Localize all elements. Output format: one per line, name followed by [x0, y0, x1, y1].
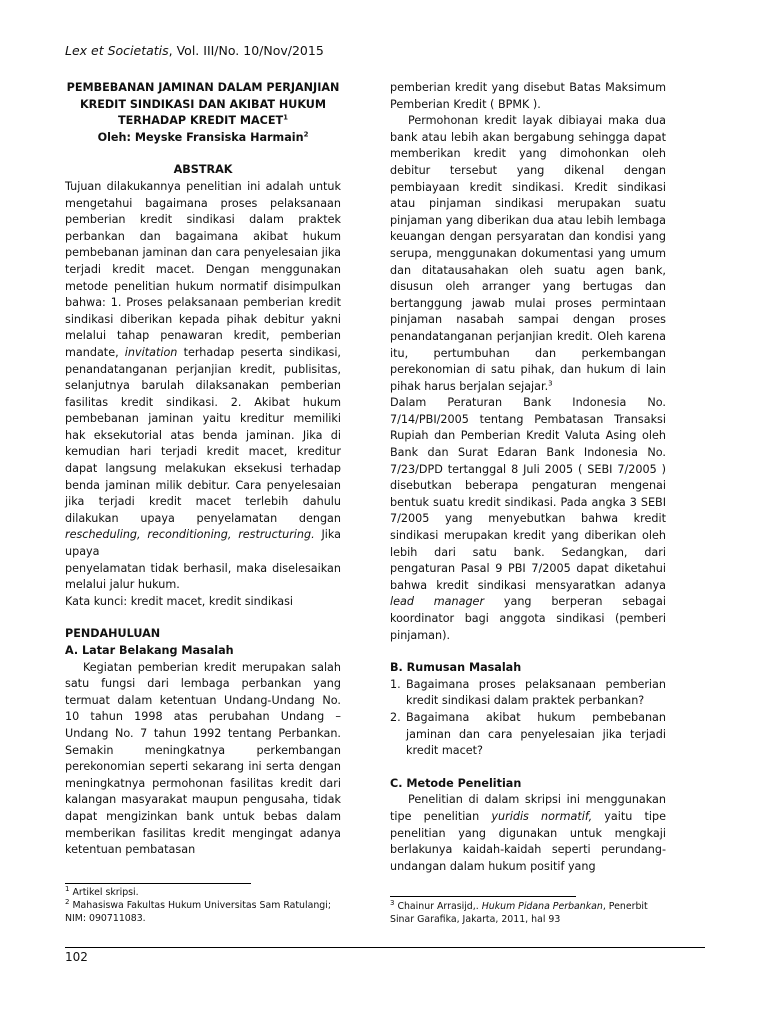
section-heading-pendahuluan: PENDAHULUAN	[65, 627, 161, 641]
author-footnote-ref: 2	[303, 130, 309, 139]
subsection-heading-latar-belakang: A. Latar Belakang Masalah	[65, 644, 234, 657]
abstract-paragraph: Tujuan dilakukannya penelitian ini adalah untuk mengetahui bagaimana proses pelaksanaan pemberian kredit sindikasi dalam praktek perbankan dan bagaimana akibat hukum pembebanan jaminan dan cara penyelesaian jika terjadi kredit macet. Dengan menggunakan metode penelitian hukum normatif disimpulkan bahwa: 1. Proses pelaksanaan pemberian kredit sindikasi diberikan kepada pihak debitur yakni melalui tahap penawaran kredit, pemberian mandate, invitation terhadap peserta sindikasi, penandatanganan perjanjian kredit, publisitas, selanjutnya barulah dilaksanakan pemberian fasilitas kredit sindikasi. 2. Akibat hukum pembebanan jaminan yaitu kreditur memiliki hak eksekutorial atas benda jaminan. Jika di kemudian hari terjadi kredit macet, kreditur dapat langsung melakukan eksekusi terhadap benda jaminan milik debitur. Cara penyelesaian jika terjadi kredit macet terlebih dahulu dilakukan upaya penyelamatan dengan rescheduling, reconditioning, restructuring. Jika upaya	[65, 179, 341, 559]
journal-name: Lex et Societatis	[65, 43, 169, 58]
spacer	[65, 146, 341, 162]
journal-issue: , Vol. III/No. 10/Nov/2015	[168, 43, 324, 58]
running-head	[65, 43, 324, 58]
abstract-heading: ABSTRAK	[173, 163, 233, 177]
list-item: 2. Bagaimana akibat hukum pembebanan jaminan dan cara penyelesaian jika terjadi kredit macet?	[390, 710, 666, 758]
footnote-1: $^1$ Artikel skripsi.	[65, 884, 139, 898]
list-item: 1. Bagaimana proses pelaksanaan pemberian kredit sindikasi dalam praktek perbankan?	[390, 677, 666, 708]
intro-paragraph: Kegiatan pemberian kredit merupakan salah satu fungsi dari lembaga perbankan yang termuat dalam ketentuan Undang-Undang No. 10 tahun 1998 atas perubahan Undang – Undang No. 7 tahun 1992 tentang Perbankan. Semakin meningkatnya perkembangan perekonomian seperti sekarang ini serta dengan meningkatnya permohonan fasilitas kredit dari kalangan masyarakat maupun pengusaha, tidak dapat mengizinkan bank untuk bebas dalam memberikan fasilitas kredit mengingat adanya ketentuan pembatasan	[65, 660, 341, 857]
author-line: Oleh: Meyske Fransiska Harmain	[97, 130, 304, 144]
section-heading-rumusan: B. Rumusan Masalah	[390, 661, 522, 675]
page-bottom-rule	[65, 947, 705, 948]
spacer	[390, 760, 666, 776]
title-line-1: PEMBEBANAN JAMINAN DALAM PERJANJIAN	[66, 81, 340, 94]
metode-paragraph: Penelitian di dalam skripsi ini menggunakan tipe penelitian yuridis normatif, yaitu tipe penelitian yang digunakan untuk mengkaji berlakunya kaidah-kaidah seperti perundang-undangan dalam hukum positif yang	[390, 793, 666, 873]
title-line-3: TERHADAP KREDIT MACET	[118, 114, 284, 128]
left-column	[65, 80, 341, 859]
rumusan-list	[390, 677, 666, 760]
article-title	[65, 80, 341, 146]
footnote-3: $^3$ Chainur Arrasijd,. Hukum Pidana Perbankan, Penerbit Sinar Garafika, Jakarta, 2011, hal 93	[390, 898, 648, 925]
footnote-2: $^2$ Mahasiswa Fakultas Hukum Universitas Sam Ratulangi; NIM: 090711083.	[65, 897, 332, 924]
abstract-paragraph-2: penyelamatan tidak berhasil, maka diselesaikan melalui jalur hukum.	[65, 561, 341, 592]
footnote-ref-3: 3	[548, 378, 553, 387]
right-column	[390, 80, 666, 875]
footnote-rule-right	[390, 896, 576, 897]
footnotes-left	[65, 886, 343, 925]
continued-paragraph: pemberian kredit yang disebut Batas Maksimum Pemberian Kredit ( BPMK ).	[390, 81, 666, 111]
title-footnote-ref: 1	[283, 113, 288, 122]
page-number: 102	[65, 950, 88, 964]
body-paragraph-kredit-sindikasi: Permohonan kredit layak dibiayai maka dua bank atau lebih akan bergabung sehingga dapat memberikan kredit yang dimohonkan oleh debitur tersebut yang dikenal dengan pembiayaan kredit sindikasi. Kredit sindikasi atau pinjaman sindikasi merupakan suatu pinjaman yang diberikan dua atau lebih lembaga keuangan dengan persyaratan dan kondisi yang serupa, menggunakan dokumentasi yang umum dan ditatausahakan oleh suatu agen bank, disusun oleh arranger yang bertugas dan bertanggung jawab mulai proses permintaan pinjaman nasabah sampai dengan proses penandatanganan perjanjian kredit. Oleh karena itu, pertumbuhan dan perkembangan perekonomian di satu pihak, dan hukum di lain pihak harus berjalan sejajar.$^3$	[390, 114, 666, 393]
spacer	[390, 644, 666, 660]
keywords: Kata kunci: kredit macet, kredit sindikasi	[65, 594, 294, 608]
section-heading-metode: C. Metode Penelitian	[390, 776, 522, 790]
footnote-rule-left	[65, 883, 251, 884]
spacer	[65, 610, 341, 626]
title-line-2: KREDIT SINDIKASI DAN AKIBAT HUKUM	[79, 97, 327, 111]
body-paragraph-peraturan: Dalam Peraturan Bank Indonesia No. 7/14/PBI/2005 tentang Pembatasan Transaksi Rupiah dan Pemberian Kredit Valuta Asing oleh Bank dan Surat Edaran Bank Indonesia No. 7/23/DPD tertanggal 8 Juli 2005 ( SEBI 7/2005 ) disebutkan beberapa pengaturan mengenai bentuk suatu kredit sindikasi. Pada angka 3 SEBI 7/2005 yang menyebutkan bahwa kredit sindikasi merupakan kredit yang diberikan oleh lebih dari satu bank. Sedangkan, dari pengaturan Pasal 9 PBI 7/2005 dapat diketahui bahwa kredit sindikasi mensyaratkan adanya lead manager yang berperan sebagai koordinator bagi anggota sindikasi (pemberi pinjaman).	[390, 396, 666, 642]
